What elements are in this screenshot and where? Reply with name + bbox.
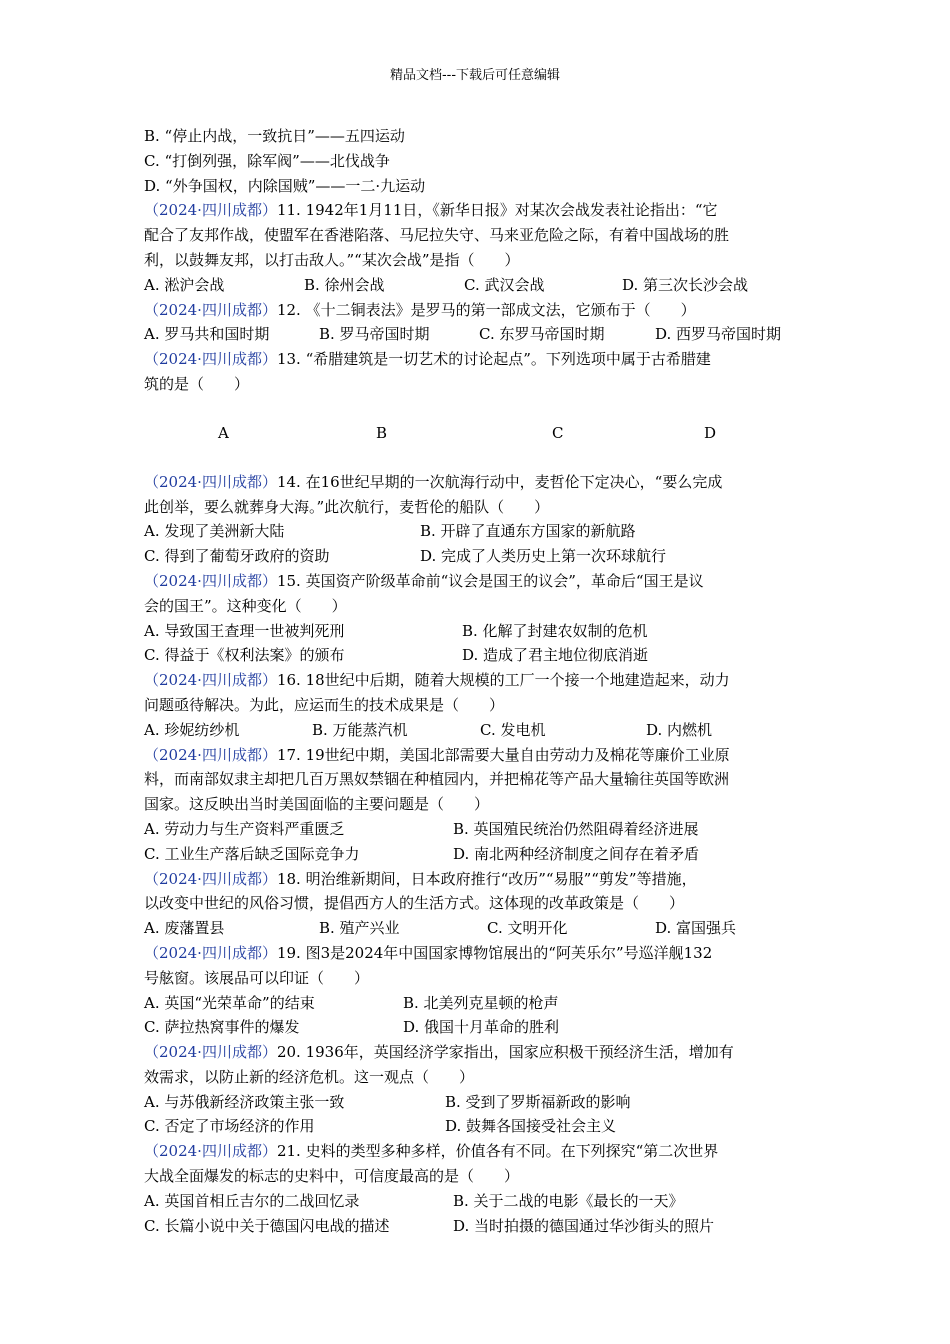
question-14: （2024·四川成都）14. 在16世纪早期的一次航海行动中，麦哲伦下定决心，“要么完成 xyxy=(144,472,723,491)
question-19: （2024·四川成都）19. 图3是2024年中国国家博物馆展出的“阿芙乐尔”号巡洋舰132 xyxy=(144,943,713,962)
options-11: A. 淞沪会战 B. 徐州会战 C. 武汉会战 D. 第三次长沙会战 xyxy=(144,275,749,294)
question-list: B. “停止内战，一致抗日”——五四运动 C. “打倒列强，除军阀”——北伐战争 D. “外争国权，内除国贼”——一二·九运动 （2024·四川成都）11. 1942年1月11日，《新华日报》对某次会战发表社论指出：“它 配合了友邦作战，使盟军在香港陷落、马尼拉失守、马来亚危险之际，有着中国战场的胜 利，以鼓舞友邦，以打击敌人。”“某次会战”是指（ ） A. 淞沪会战 B. 徐州会战 C. 武汉会战 D. 第三次长沙会战 （2024·四川成都）12. 《十二铜表法》是罗马的第一部成文法，它颁布于（ ） A. 罗马共和国时期 B. 罗马帝国时期 C. 东罗马帝国时期 D. 西罗马帝国时期 （2024·四川成都）13. “希腊建筑是一切艺术的讨论起点”。下列选项中属于古希腊建 筑的是（ ） A B C D （2024·四川成都）14. 在16世纪早期的一次航海行动中，麦哲伦下定决心，“要么完成 此创举，要么就葬身大海。”此次航行，麦哲伦的船队（ ） A. 发现了美洲新大陆 B. 开辟了直通东方国家的新航路 C. 得到了葡萄牙政府的资助 D. 完成了人类历史上第一次环球航行 （2024·四川成都）15. 英国资产阶级革命前“议会是国王的议会”，革命后“国王是议 会的国王”。这种变化（ ） A. 导致国王查理一世被判死刑 B. 化解了封建农奴制的危机 C. 得益于《权利法案》的颁布 D. 造成了君主地位彻底消逝 （2024·四川成都）16. 18世纪中后期，随着大规模的工厂一个接一个地建造起来，动力 问题亟待解决。为此，应运而生的技术成果是（ ） A. 珍妮纺纱机 B. 万能蒸汽机 C. 发电机 D. 内燃机 （2024·四川成都）17. 19世纪中期，美国北部需要大量自由劳动力及棉花等廉价工业原 料，而南部奴隶主却把几百万黑奴禁锢在种植园内，并把棉花等产品大量输往英国等欧洲 国家。这反映出当时美国面临的主要问题是（ ） A. 劳动力与生产资料严重匮乏 B. 英国殖民统治仍然阻碍着经济进展 C. 工业生产落后缺乏国际竞争力 D. 南北两种经济制度之间存在着矛盾 （2024·四川成都）18. 明治维新期间，日本政府推行“改历”“易服”“剪发”等措施， 以改变中世纪的风俗习惯，提倡西方人的生活方式。这体现的改革政策是（ ） A. 废藩置县 B. 殖产兴业 C. 文明开化 D. 富国强兵 （2024·四川成都）19. 图3是2024年中国国家博物馆展出的“阿芙乐尔”号巡洋舰132 号舷窗。该展品可以印证（ ） A. 英国“光荣革命”的结束 B. 北美列克星顿的枪声 C. 萨拉热窝事件的爆发 D. 俄国十月革命的胜利 （2024·四川成都）20. 1936年，英国经济学家指出，国家应积极干预经济生活，增加有 效需求，以防止新的经济危机。这一观点（ ） A. 与苏俄新经济政策主张一致 B. 受到了罗斯福新政的影响 C. 否定了市场经济的作用 D. 鼓舞各国接受社会主义 （2024·四川成都）21. 史料的类型多种多样，价值各有不同。在下列探究“第二次世界 大战全面爆发的标志的史料中，可信度最高的是（ ） A. 英国首相丘吉尔的二战回忆录 B. 关于二战的电影《最长的一天》 C. 长篇小说中关于德国闪电战的描述 D. 当时拍摄的德国通过华沙街头的照片 xyxy=(144,124,824,1238)
image-label-b: B xyxy=(376,423,388,442)
question-20: （2024·四川成都）20. 1936年，英国经济学家指出，国家应积极干预经济生活，增加有 xyxy=(144,1043,734,1062)
question-18: （2024·四川成都）18. 明治维新期间，日本政府推行“改历”“易服”“剪发”等措施， xyxy=(144,869,697,888)
question-11: （2024·四川成都）11. 1942年1月11日，《新华日报》对某次会战发表社论指出：“它 xyxy=(144,201,718,220)
image-label-d: D xyxy=(704,423,717,442)
page-header: 精品文档---下载后可任意编辑 xyxy=(389,68,561,83)
question-13: （2024·四川成都）13. “希腊建筑是一切艺术的讨论起点”。下列选项中属于古希腊建 xyxy=(144,350,711,369)
source-tag: （2024·四川成都） xyxy=(144,201,277,220)
question-16: （2024·四川成都）16. 18世纪中后期，随着大规模的工厂一个接一个地建造起来，动力 xyxy=(144,671,730,690)
question-17: （2024·四川成都）17. 19世纪中期，美国北部需要大量自由劳动力及棉花等廉价工业原 xyxy=(144,745,730,764)
question-12: （2024·四川成都）12. 《十二铜表法》是罗马的第一部成文法，它颁布于（ ） xyxy=(144,300,696,319)
option-c: C. “打倒列强，除军阀”——北伐战争 xyxy=(144,151,390,170)
image-label-a: A xyxy=(218,423,229,442)
option-d: D. “外争国权，内除国贼”——一二·九运动 xyxy=(144,176,426,195)
image-options-13 xyxy=(144,421,824,470)
question-15: （2024·四川成都）15. 英国资产阶级革命前“议会是国王的议会”，革命后“国王是议 xyxy=(144,571,704,590)
question-21: （2024·四川成都）21. 史料的类型多种多样，价值各有不同。在下列探究“第二次世界 xyxy=(144,1142,719,1161)
option-b: B. “停止内战，一致抗日”——五四运动 xyxy=(144,127,405,145)
options-12: A. 罗马共和国时期 B. 罗马帝国时期 C. 东罗马帝国时期 D. 西罗马帝国时期 xyxy=(144,325,782,344)
image-label-c: C xyxy=(552,423,564,442)
